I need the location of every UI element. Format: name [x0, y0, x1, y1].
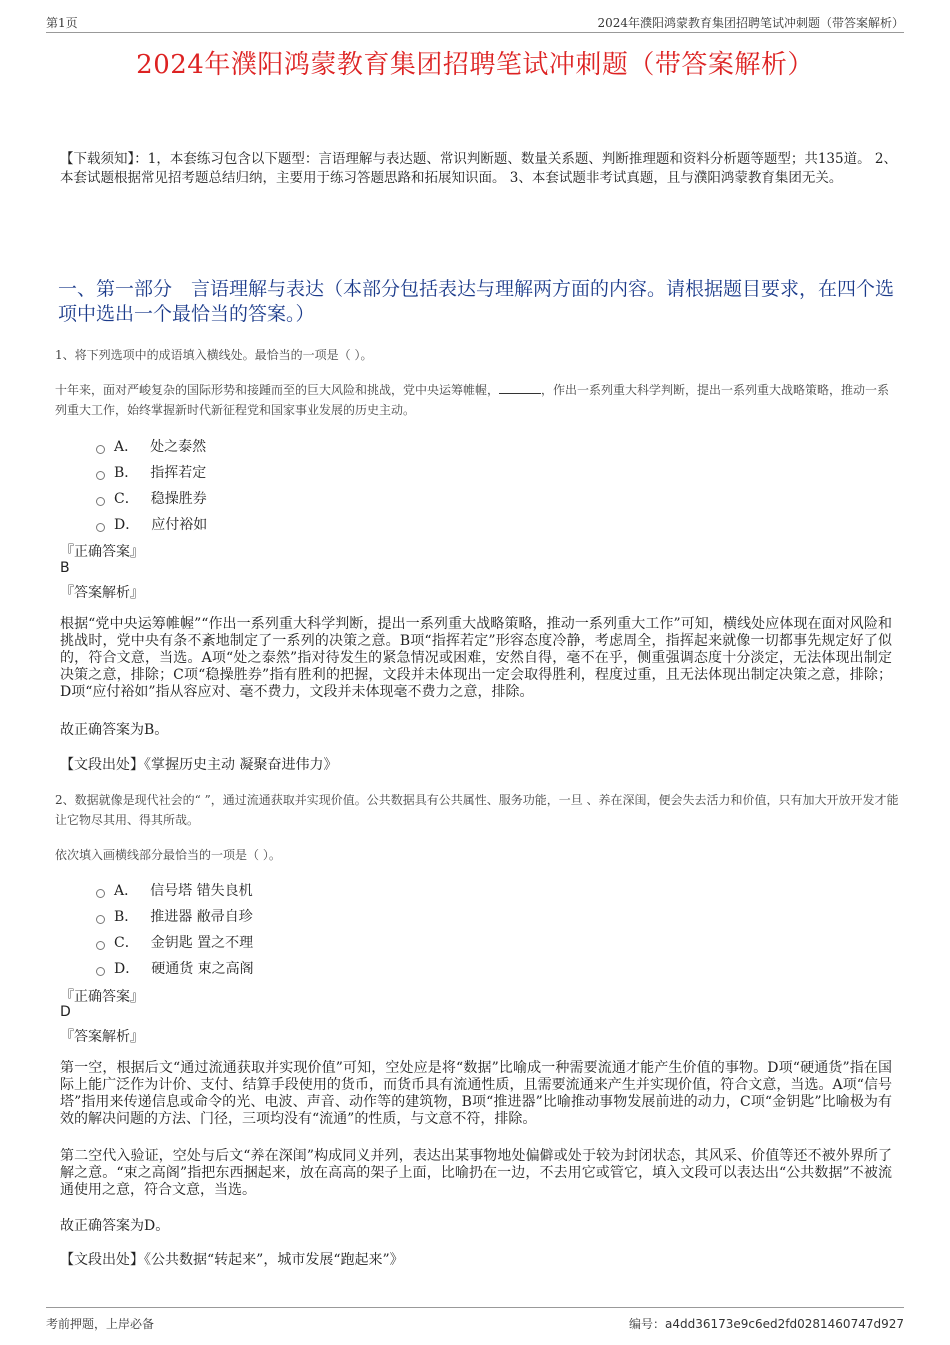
footer-code-label: 编号： [628, 1317, 665, 1331]
option-letter: B． [114, 465, 139, 481]
radio-icon[interactable] [96, 471, 105, 480]
document-title: 2024年濮阳鸿蒙教育集团招聘笔试冲刺题（带答案解析） [136, 50, 814, 80]
q2-conclusion: 故正确答案为D。 [60, 1218, 170, 1234]
radio-icon[interactable] [96, 915, 105, 924]
radio-icon[interactable] [96, 967, 105, 976]
q1-stem: 1、将下列选项中的成语填入横线处。最恰当的一项是（ ）。 [55, 348, 373, 362]
q1-option-d[interactable] [96, 511, 396, 537]
footer-code-value: a4dd36173e9c6ed2fd0281460747d927 [665, 1317, 904, 1331]
q1-option-a[interactable] [96, 433, 396, 459]
q1-option-c[interactable] [96, 485, 396, 511]
option-letter: A． [114, 439, 139, 455]
option-text: 稳操胜券 [150, 491, 207, 507]
page-header [46, 12, 904, 33]
option-text: 推进器 敝帚自珍 [150, 909, 253, 925]
q1-passage-after: ，作出一系列重大科学判断，提出一系列重大战略策略，推动一系列重大工作，始终掌握新时代新征程党和国家事业发展的历史主动。 [55, 383, 890, 417]
q1-blank [499, 381, 541, 394]
q1-option-b[interactable] [96, 459, 396, 485]
q1-answer-label: 『正确答案』 [60, 544, 144, 560]
q1-passage-before: 十年来，面对严峻复杂的国际形势和接踵而至的巨大风险和挑战，党中央运筹帷幄， [55, 383, 500, 397]
q1-options [96, 433, 396, 537]
q1-answer: B [60, 560, 70, 576]
q2-option-d[interactable] [96, 955, 396, 981]
radio-icon[interactable] [96, 497, 105, 506]
q1-analysis-label: 『答案解析』 [60, 585, 144, 601]
q1-source: 【文段出处】《掌握历史主动 凝聚奋进伟力》 [60, 757, 338, 773]
download-notice: 【下载须知】：1，本套练习包含以下题型：言语理解与表达题、常识判断题、数量关系题、判断推理题和资料分析题等题型；共135道。 2、本套试题根据常见招考题总结归纳，主要用于练习答题思路和拓展知识面。 3、本套试题非考试真题，且与濮阳鸿蒙教育集团无关。 [60, 151, 897, 186]
radio-icon[interactable] [96, 941, 105, 950]
radio-icon[interactable] [96, 445, 105, 454]
q2-option-a[interactable] [96, 877, 396, 903]
option-text: 应付裕如 [151, 517, 208, 533]
option-letter: C． [114, 491, 139, 507]
footer-code [629, 1315, 904, 1332]
header-doc-title: 2024年濮阳鸿蒙教育集团招聘笔试冲刺题（带答案解析） [597, 16, 904, 30]
q2-option-c[interactable] [96, 929, 396, 955]
q2-stem: 2、数据就像是现代社会的“ ”，通过流通获取并实现价值。公共数据具有公共属性、服务功能，一旦 、养在深闺，便会失去活力和价值，只有加大开放开发才能让它物尽其用、得其所哉。 [55, 793, 899, 827]
option-letter: C． [114, 935, 139, 951]
q2-analysis-2: 第二空代入验证，空处与后文“养在深闺”构成同义并列，表达出某事物地处偏僻或处于较为封闭状态，其风采、价值等还不被外界所了解之意。“束之高阁”指把东西捆起来，放在高高的架子上面，比喻扔在一边，不去用它或管它，填入文段可以表达出“公共数据”不被流通使用之意，符合文意，当选。 [60, 1148, 892, 1198]
option-text: 金钥匙 置之不理 [150, 935, 254, 951]
q2-answer-label: 『正确答案』 [60, 989, 144, 1005]
option-letter: D． [114, 517, 140, 533]
option-text: 处之泰然 [150, 439, 207, 455]
option-letter: D． [114, 961, 140, 977]
radio-icon[interactable] [96, 523, 105, 532]
page-number: 第1页 [46, 16, 78, 30]
q2-answer: D [60, 1004, 71, 1020]
option-letter: A． [114, 883, 139, 899]
q2-analysis-label: 『答案解析』 [60, 1029, 144, 1045]
page-footer [46, 1307, 904, 1332]
q2-source: 【文段出处】《公共数据“转起来”，城市发展“跑起来”》 [60, 1252, 404, 1268]
option-text: 信号塔 错失良机 [150, 883, 253, 899]
section-title: 一、第一部分 言语理解与表达（本部分包括表达与理解两方面的内容。请根据题目要求，在四个选项中选出一个最恰当的答案。） [58, 278, 895, 325]
q2-instruction: 依次填入画横线部分最恰当的一项是（ ）。 [55, 848, 281, 862]
q2-analysis-1: 第一空，根据后文“通过流通获取并实现价值”可知，空处应是将“数据”比喻成一种需要流通才能产生价值的事物。D项“硬通货”指在国际上能广泛作为计价、支付、结算手段使用的货币，而货币具有流通性质，且需要流通来产生并实现价值，符合文意，当选。A项“信号塔”指用来传递信息或命令的光、电波、声音、动作等的建筑物，B项“推进器”比喻推动事物发展前进的动力，C项“金钥匙”比喻极为有效的解决问题的方法、门径，三项均没有“流通”的性质，与文意不符，排除。 [60, 1060, 892, 1127]
footer-slogan: 考前押题，上岸必备 [46, 1317, 155, 1331]
q1-conclusion: 故正确答案为B。 [60, 722, 169, 738]
q1-passage [55, 380, 900, 420]
q1-analysis: 根据“党中央运筹帷幄”“作出一系列重大科学判断，提出一系列重大战略策略，推动一系列重大工作”可知，横线处应体现在面对风险和挑战时，党中央有条不紊地制定了一系列的决策之意。B项“指挥若定”形容态度冷静，考虑周全，指挥起来就像一切都事先规定好了似的，符合文意，当选。A项“处之泰然”指对待发生的紧急情况或困难，安然自得，毫不在乎，侧重强调态度十分淡定，无法体现出制定决策之意，排除；C项“稳操胜券”指有胜利的把握，文段并未体现出一定会取得胜利，程度过重，且无法体现出制定决策之意，排除；D项“应付裕如”指从容应对、毫不费力，文段并未体现毫不费力之意，排除。 [60, 616, 892, 700]
radio-icon[interactable] [96, 889, 105, 898]
option-letter: B． [114, 909, 139, 925]
q2-option-b[interactable] [96, 903, 396, 929]
q2-options [96, 877, 396, 981]
option-text: 硬通货 束之高阁 [151, 961, 254, 977]
option-text: 指挥若定 [150, 465, 207, 481]
